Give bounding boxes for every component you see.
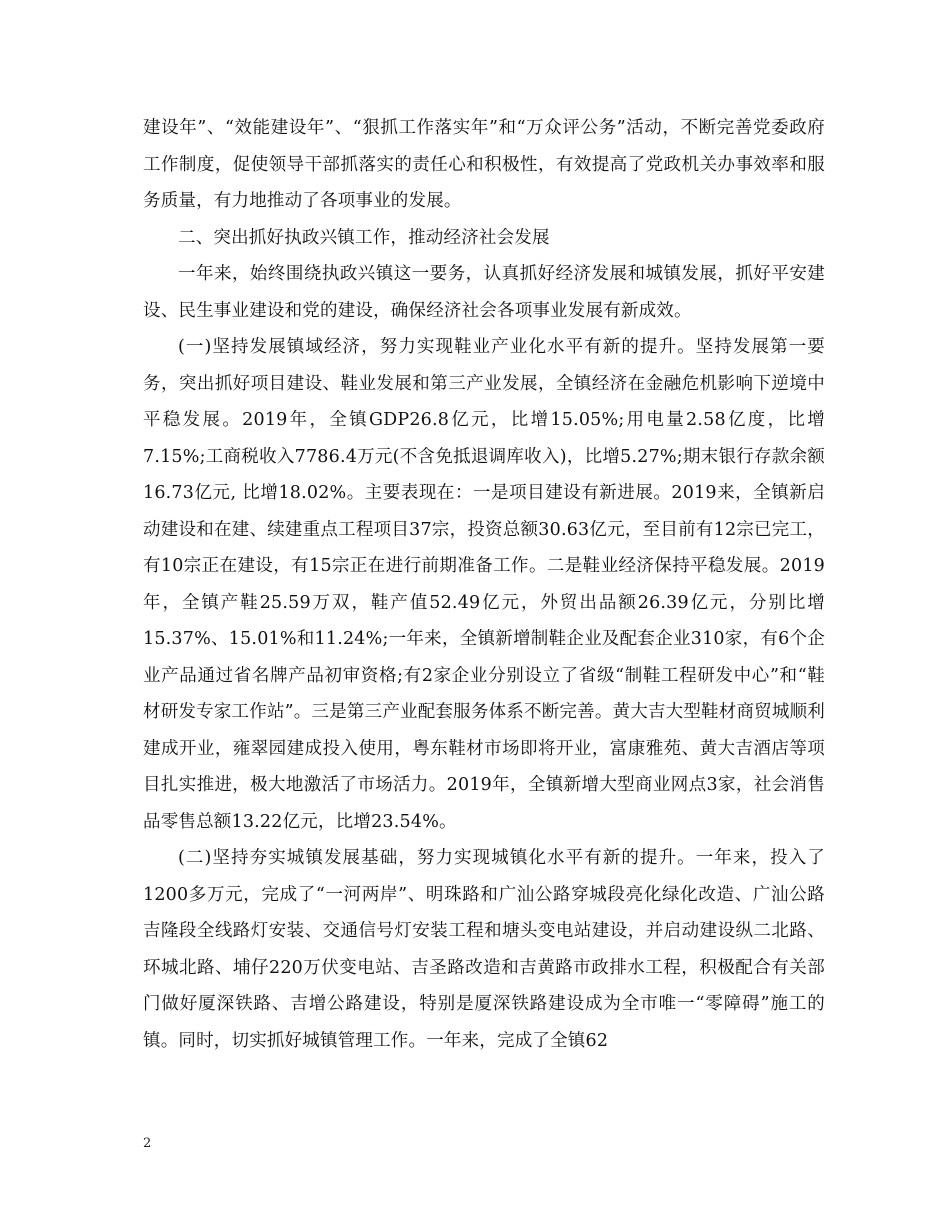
paragraph-urbanization: (二)坚持夯实城镇发展基础，努力实现城镇化水平有新的提升。一年来，投入了1200多万元，完成了“一河两岸”、明珠路和广汕公路穿城段亮化绿化改造、广汕公路吉隆段全线路灯安装、交通信号灯安装工程和塘头变电站建设，并启动建设纵二北路、环城北路、埔仔220万伏变电站、吉圣路改造和吉黄路市政排水工程，积极配合有关部门做好厦深铁路、吉增公路建设，特别是厦深铁路建设成为全市唯一“零障碍”施工的镇。同时，切实抓好城镇管理工作。一年来，完成了全镇62 — [143, 848, 825, 1051]
paragraph-economy: (一)坚持发展镇域经济，努力实现鞋业产业化水平有新的提升。坚持发展第一要务，突出抓好项目建设、鞋业发展和第三产业发展，全镇经济在金融危机影响下逆境中平稳发展。2019年，全镇GDP26.8亿元，比增15.05%;用电量2.58亿度，比增7.15%;工商税收入7786.4万元(不含免抵退调库收入)，比增5.27%;期末银行存款余额16.73亿元, 比增18.02%。主要表现在：一是项目建设有新进展。2019来，全镇新启动建设和在建、续建重点工程项目37宗，投资总额30.63亿元，至目前有12宗已完工，有10宗正在建设，有15宗正在进行前期准备工作。二是鞋业经济保持平稳发展。2019年，全镇产鞋25.59万双，鞋产值52.49亿元，外贸出品额26.39亿元，分别比增15.37%、15.01%和11.24%;一年来，全镇新增制鞋企业及配套企业310家，有6个企业产品通过省名牌产品初审资格;有2家企业分别设立了省级“制鞋工程研发中心”和“鞋材研发专家工作站”。三是第三产业配套服务体系不断完善。黄大吉大型鞋材商贸城顺利建成开业，雍翠园建成投入使用，粤东鞋材市场即将开业，富康雅苑、黄大吉酒店等项目扎实推进，极大地激活了市场活力。2019年，全镇新增大型商业网点3家，社会消售品零售总额13.22亿元，比增23.54%。 — [143, 337, 825, 832]
paragraph-intro: 一年来，始终围绕执政兴镇这一要务，认真抓好经济发展和城镇发展，抓好平安建设、民生事业建设和党的建设，确保经济社会各项事业发展有新成效。 — [143, 264, 825, 321]
paragraph-continuation: 建设年”、“效能建设年”、“狠抓工作落实年”和“万众评公务”活动，不断完善党委政府工作制度，促使领导干部抓落实的责任心和积极性，有效提高了党政机关办事效率和服务质量，有力地推动了各项事业的发展。 — [143, 118, 825, 211]
page-number: 2 — [143, 1136, 152, 1151]
document-body — [143, 110, 825, 1059]
section-heading: 二、突出抓好执政兴镇工作，推动经济社会发展 — [178, 227, 550, 248]
